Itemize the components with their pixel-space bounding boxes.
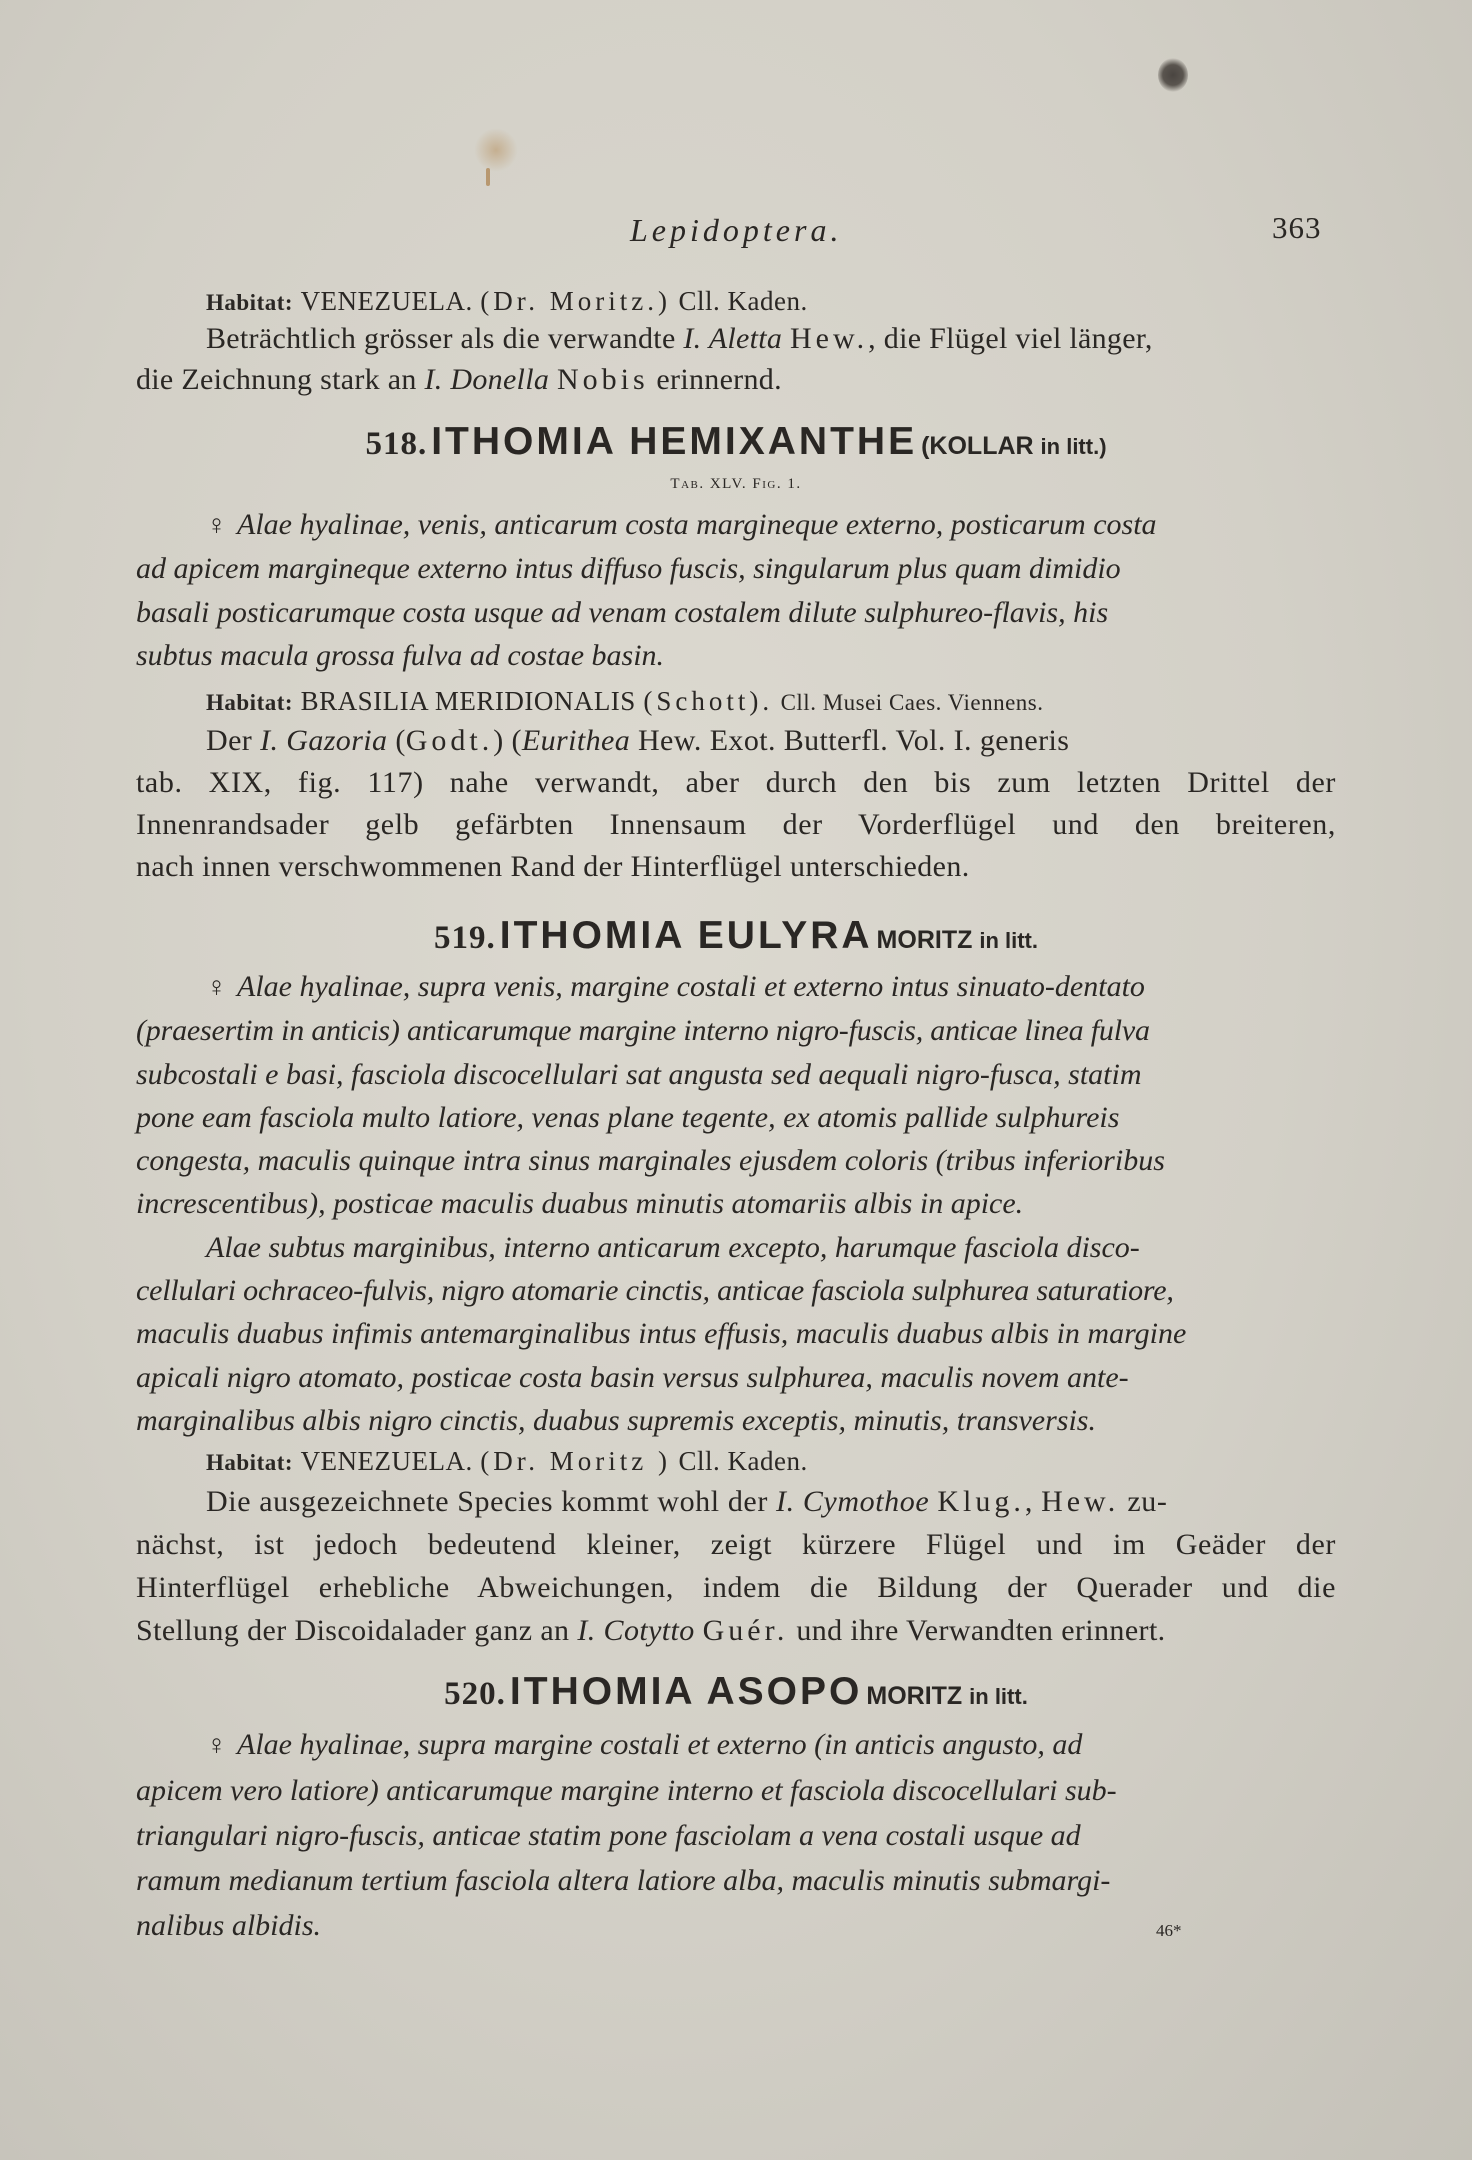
- habitat-label: Habitat:: [206, 1450, 294, 1475]
- latin-description-518: ♀ Alae hyalinae, venis, anticarum costa margineque externo, posticarum costa ad apicem margineque externo intus diffuso fuscis, singularum plus quam dimidio basali posticarumque costa usque ad venam costalem dilute sulphureo-flavis, his subtus macula grossa fulva ad costae basin.: [136, 508, 1157, 672]
- remark-519: Die ausgezeichnete Species kommt wohl der I. Cymothoe Klug., Hew. zu- nächst, ist jedoch bedeutend kleiner, zeigt kürzere Flügel und im Geäder der Hinterflügel erhebliche Abweichungen, indem die Bildung der Querader und die Stellung der Discoidalader ganz an I. Cotytto Guér. und ihre Verwandten erinnert.: [136, 1485, 1336, 1647]
- habitat-519: [136, 1440, 1336, 1483]
- habitat-collector: (Dr. Moritz.): [480, 286, 671, 316]
- habitat-label: Habitat:: [206, 690, 294, 715]
- author-ref: Hew.: [1041, 1485, 1120, 1518]
- species-author: (KOLLAR in litt.): [921, 432, 1107, 460]
- species-heading-519: [0, 914, 1472, 958]
- species-number: 520.: [444, 1676, 506, 1712]
- latin-description-519: ♀ Alae hyalinae, supra venis, margine costali et externo intus sinuato-dentato (praesertim in anticis) anticarumque margine interno nigro-fuscis, anticae linea fulva subcostali e basi, fasciola discocellulari sat angusta sed aequali nigro-fusca, statim pone eam fasciola multo latiore, venas plane tegente, ex atomis pallide sulphureis congesta, maculis quinque intra sinus marginales ejusdem coloris (tribus inferioribus increscentibus), posticae maculis duabus minutis atomariis albis in apice. Alae subtus marginibus, interno anticarum excepto, harumque fasciola disco- cellulari ochraceo-fulvis, nigro atomarie cinctis, anticae fasciola sulphurea saturatiore, maculis duabus infimis antemarginalibus intus effusis, maculis duabus albis in margine apicali nigro atomato, posticae costa basin versus sulphurea, maculis novem ante- marginalibus albis nigro cinctis, duabus supremis exceptis, minutis, transversis.: [136, 970, 1187, 1437]
- habitat-label: Habitat:: [206, 290, 294, 315]
- plate-reference: Tab. XLV. Fig. 1.: [670, 476, 802, 492]
- habitat-collector: (Dr. Moritz ): [480, 1446, 671, 1476]
- species-number: 518.: [365, 426, 428, 462]
- page-number: 363: [1272, 210, 1322, 245]
- species-name: ITHOMIA ASOPO: [509, 1670, 863, 1713]
- ink-blot: [1158, 58, 1188, 92]
- species-number: 519.: [434, 920, 496, 956]
- habitat-518: [136, 680, 1336, 723]
- previous-species-habitat: [136, 280, 1336, 323]
- latin-description-520: ♀ Alae hyalinae, supra margine costali et externo (in anticis angusto, ad apicem vero latiore) anticarumque margine interno et fasciola discocellulari sub- triangulari nigro-fuscis, anticae statim pone fasciolam a vena costali usque ad ramum medianum tertium fasciola altera latiore alba, maculis minutis submargi- nalibus albidis.: [136, 1728, 1117, 1942]
- species-name: ITHOMIA HEMIXANTHE: [431, 420, 918, 463]
- species-name: ITHOMIA EULYRA: [499, 914, 873, 957]
- species-ref: I. Donella: [424, 363, 550, 396]
- species-author: MORITZ in litt.: [866, 1682, 1028, 1710]
- female-symbol-icon: ♀: [206, 510, 227, 541]
- author-ref: Hew.: [789, 322, 869, 355]
- species-author: MORITZ in litt.: [876, 926, 1038, 954]
- species-ref: I. Cotytto: [577, 1614, 695, 1647]
- running-title: Lepidoptera.: [630, 212, 843, 248]
- previous-species-remark: Beträchtlich grösser als die verwandte I. Aletta Hew., die Flügel viel länger, die Zeichnung stark an I. Donella Nobis erinnernd.: [136, 322, 1153, 396]
- paper-speck: [486, 168, 490, 186]
- species-heading-520: [0, 1670, 1472, 1714]
- habitat-collector: (Schott).: [643, 686, 774, 716]
- species-ref: I. Cymothoe: [776, 1485, 930, 1518]
- species-ref: I. Aletta: [683, 322, 783, 355]
- species-heading-518: [0, 420, 1472, 464]
- signature-mark: 46*: [1156, 1921, 1182, 1940]
- author-ref: Klug.: [937, 1485, 1025, 1518]
- female-symbol-icon: ♀: [206, 972, 227, 1003]
- paper-stain: [474, 128, 518, 172]
- running-header: [0, 204, 1472, 254]
- habitat-collection: Cll. Musei Caes. Viennens.: [780, 690, 1044, 715]
- habitat-country: VENEZUELA.: [300, 1446, 473, 1476]
- species-ref: I. Gazoria: [260, 724, 388, 757]
- female-symbol-icon: ♀: [206, 1730, 227, 1761]
- habitat-collection: Cll. Kaden.: [678, 286, 808, 316]
- author-ref: Godt.: [405, 724, 494, 757]
- author-ref: Guér.: [702, 1614, 789, 1647]
- habitat-country: VENEZUELA.: [300, 286, 473, 316]
- author-ref: Nobis: [556, 363, 649, 396]
- habitat-place: BRASILIA MERIDIONALIS: [300, 686, 636, 716]
- genus-ref: Eurithea: [521, 724, 631, 757]
- remark-518: Der I. Gazoria (Godt.) (Eurithea Hew. Exot. Butterfl. Vol. I. generis tab. XIX, fig. 117) nahe verwandt, aber durch den bis zum letzten Drittel der Innenrandsader gelb gefärbten Innensaum der Vorderflügel und den breiteren, nach innen verschwommenen Rand der Hinterflügel unterschieden.: [136, 724, 1336, 883]
- habitat-collection: Cll. Kaden.: [678, 1446, 808, 1476]
